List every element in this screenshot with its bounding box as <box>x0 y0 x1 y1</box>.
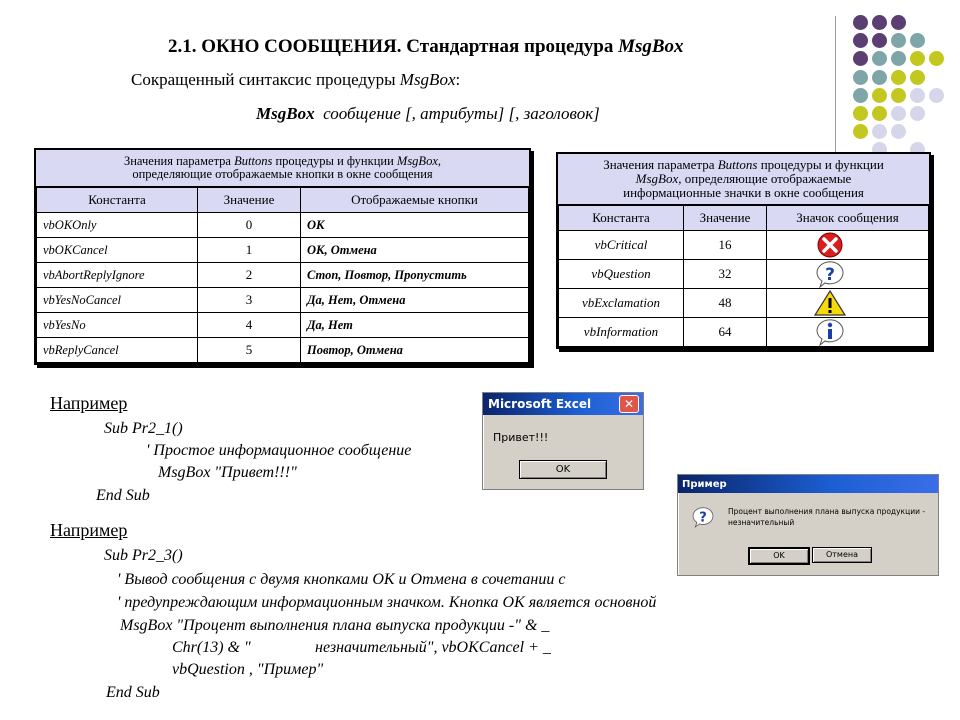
dot <box>853 15 868 30</box>
dot <box>910 88 925 103</box>
value-cell: 0 <box>198 213 301 238</box>
constant-cell: vbCritical <box>559 231 684 260</box>
syntax-arguments: сообщение [, атрибуты] [, заголовок] <box>314 104 600 123</box>
constant-cell: vbQuestion <box>559 260 684 289</box>
svg-text:?: ? <box>699 510 707 526</box>
dot <box>872 70 887 85</box>
table-row <box>37 238 529 263</box>
value-cell: 16 <box>684 231 767 260</box>
icon-cell <box>767 289 929 318</box>
dot <box>910 51 925 66</box>
question-icon <box>690 505 716 529</box>
msgbox-dialog <box>677 474 939 576</box>
msgbox-dialog <box>482 392 644 490</box>
icon-cell <box>767 231 929 260</box>
constant-cell: vbAbortReplyIgnore <box>37 263 198 288</box>
constant-cell: vbReplyCancel <box>37 338 198 363</box>
syntax-intro-text: Сокращенный синтаксис процедуры <box>131 70 400 89</box>
dialog-titlebar <box>483 393 643 415</box>
value-cell: 32 <box>684 260 767 289</box>
caption-text: Значения параметра <box>123 154 235 168</box>
code-comment: ' Вывод сообщения с двумя кнопками ОК и Отмена в сочетании с <box>117 571 566 588</box>
buttons-table-caption <box>36 150 529 187</box>
dot <box>853 70 868 85</box>
ok-button[interactable]: OK <box>748 547 810 565</box>
caption-text: процедуры и функции <box>757 157 884 172</box>
caption-keyword: Buttons <box>234 154 273 168</box>
buttons-cell: ОК <box>301 213 529 238</box>
dot <box>872 51 887 66</box>
value-cell: 3 <box>198 288 301 313</box>
dialog-message <box>728 506 925 528</box>
dot <box>891 88 906 103</box>
code-line: незначительный", vbOKCancel + _ <box>315 639 551 656</box>
syntax-intro-colon: : <box>455 70 461 89</box>
value-cell: 2 <box>198 263 301 288</box>
buttons-cell: Стоп, Повтор, Пропустить <box>301 263 529 288</box>
dialog-title: Microsoft Excel <box>488 397 592 411</box>
dot <box>910 33 925 48</box>
constant-cell: vbYesNo <box>37 313 198 338</box>
code-line: MsgBox "Процент выполнения плана выпуска продукции -" & _ <box>120 617 550 634</box>
icon-cell <box>767 318 929 347</box>
question-icon <box>813 260 847 288</box>
table-header-row <box>559 206 929 231</box>
syntax-intro-keyword: MsgBox <box>399 70 456 89</box>
value-cell: 1 <box>198 238 301 263</box>
code-line: End Sub <box>96 487 150 504</box>
constant-cell: vbInformation <box>559 318 684 347</box>
caption-text: информационные значки в окне сообщения <box>623 185 864 200</box>
icons-table <box>556 152 931 349</box>
buttons-table <box>34 148 531 365</box>
caption-text: процедуры и функции <box>272 154 397 168</box>
constant-cell: vbOKOnly <box>37 213 198 238</box>
example-heading: Например <box>50 520 128 540</box>
buttons-cell: Повтор, Отмена <box>301 338 529 363</box>
dot <box>891 106 906 121</box>
close-icon: ✕ <box>623 397 635 411</box>
dialog-titlebar <box>678 475 938 493</box>
caption-keyword: MsgBox <box>396 154 438 168</box>
value-cell: 48 <box>684 289 767 318</box>
table-row <box>37 263 529 288</box>
caption-keyword: Buttons <box>717 157 758 172</box>
title-keyword: MsgBox <box>618 36 684 57</box>
dot <box>853 51 868 66</box>
message-line: Процент выполнения плана выпуска продукции - <box>728 507 926 516</box>
dot <box>910 70 925 85</box>
svg-text:?: ? <box>825 265 835 285</box>
divider-line <box>835 16 836 156</box>
message-line: незначительный <box>728 518 795 527</box>
value-cell: 5 <box>198 338 301 363</box>
value-cell: 64 <box>684 318 767 347</box>
table-row <box>37 288 529 313</box>
caption-text: Значения параметра <box>603 157 718 172</box>
icon-cell <box>767 260 929 289</box>
dot <box>929 88 944 103</box>
dot <box>853 124 868 139</box>
dot <box>891 15 906 30</box>
constant-cell: vbOKCancel <box>37 238 198 263</box>
column-header: Константа <box>37 188 198 213</box>
column-header: Значок сообщения <box>767 206 929 231</box>
dialog-title: Пример <box>682 478 727 490</box>
constant-cell: vbExclamation <box>559 289 684 318</box>
buttons-cell: Да, Нет, Отмена <box>301 288 529 313</box>
page-title <box>168 36 684 58</box>
dot <box>891 51 906 66</box>
caption-text: , <box>437 154 441 168</box>
syntax-keyword: MsgBox <box>256 104 315 123</box>
dot <box>872 88 887 103</box>
dialog-message: Привет!!! <box>493 431 549 444</box>
caption-keyword: MsgBox <box>635 171 679 186</box>
caption-text: , определяющие отображаемые <box>678 171 852 186</box>
table-row <box>37 213 529 238</box>
caption-text: определяющие отображаемые кнопки в окне сообщения <box>132 167 433 181</box>
table-header-row <box>37 188 529 213</box>
dot <box>872 15 887 30</box>
table-row <box>37 338 529 363</box>
table-row <box>559 231 929 260</box>
value-cell: 4 <box>198 313 301 338</box>
dot <box>891 70 906 85</box>
code-line: Sub Pr2_1() <box>104 420 183 437</box>
constant-cell: vbYesNoCancel <box>37 288 198 313</box>
table-row <box>559 318 929 347</box>
icons-table-caption <box>558 154 929 205</box>
column-header: Отображаемые кнопки <box>301 188 529 213</box>
code-comment: ' предупреждающим информационным значком. Кнопка ОК является основной <box>117 594 657 611</box>
dot <box>891 124 906 139</box>
column-header: Значение <box>198 188 301 213</box>
dot <box>853 106 868 121</box>
code-line: vbQuestion , "Пример" <box>172 661 324 678</box>
cancel-button[interactable]: Отмена <box>812 547 872 563</box>
dot <box>853 33 868 48</box>
code-line: End Sub <box>106 684 160 701</box>
column-header: Значение <box>684 206 767 231</box>
table-row <box>559 289 929 318</box>
dot <box>929 51 944 66</box>
information-icon <box>813 318 847 346</box>
close-button[interactable] <box>619 395 639 413</box>
code-line: Chr(13) & " <box>172 639 251 656</box>
buttons-cell: Да, Нет <box>301 313 529 338</box>
dot <box>872 33 887 48</box>
table-row <box>559 260 929 289</box>
syntax-line <box>256 104 600 124</box>
code-line: Sub Pr2_3() <box>104 547 183 564</box>
critical-icon <box>813 231 847 259</box>
title-text: 2.1. ОКНО СООБЩЕНИЯ. Стандартная процедура <box>168 36 619 57</box>
dot <box>910 106 925 121</box>
dot <box>872 124 887 139</box>
buttons-cell: ОК, Отмена <box>301 238 529 263</box>
code-line: MsgBox "Привет!!!" <box>158 464 297 481</box>
table-row <box>37 313 529 338</box>
exclamation-icon <box>813 289 847 317</box>
code-comment: ' Простое информационное сообщение <box>146 442 412 459</box>
ok-button[interactable]: OK <box>519 460 607 479</box>
dot <box>853 88 868 103</box>
dot <box>872 106 887 121</box>
column-header: Константа <box>559 206 684 231</box>
example-heading: Например <box>50 393 128 413</box>
syntax-intro <box>131 70 460 90</box>
dot <box>891 33 906 48</box>
